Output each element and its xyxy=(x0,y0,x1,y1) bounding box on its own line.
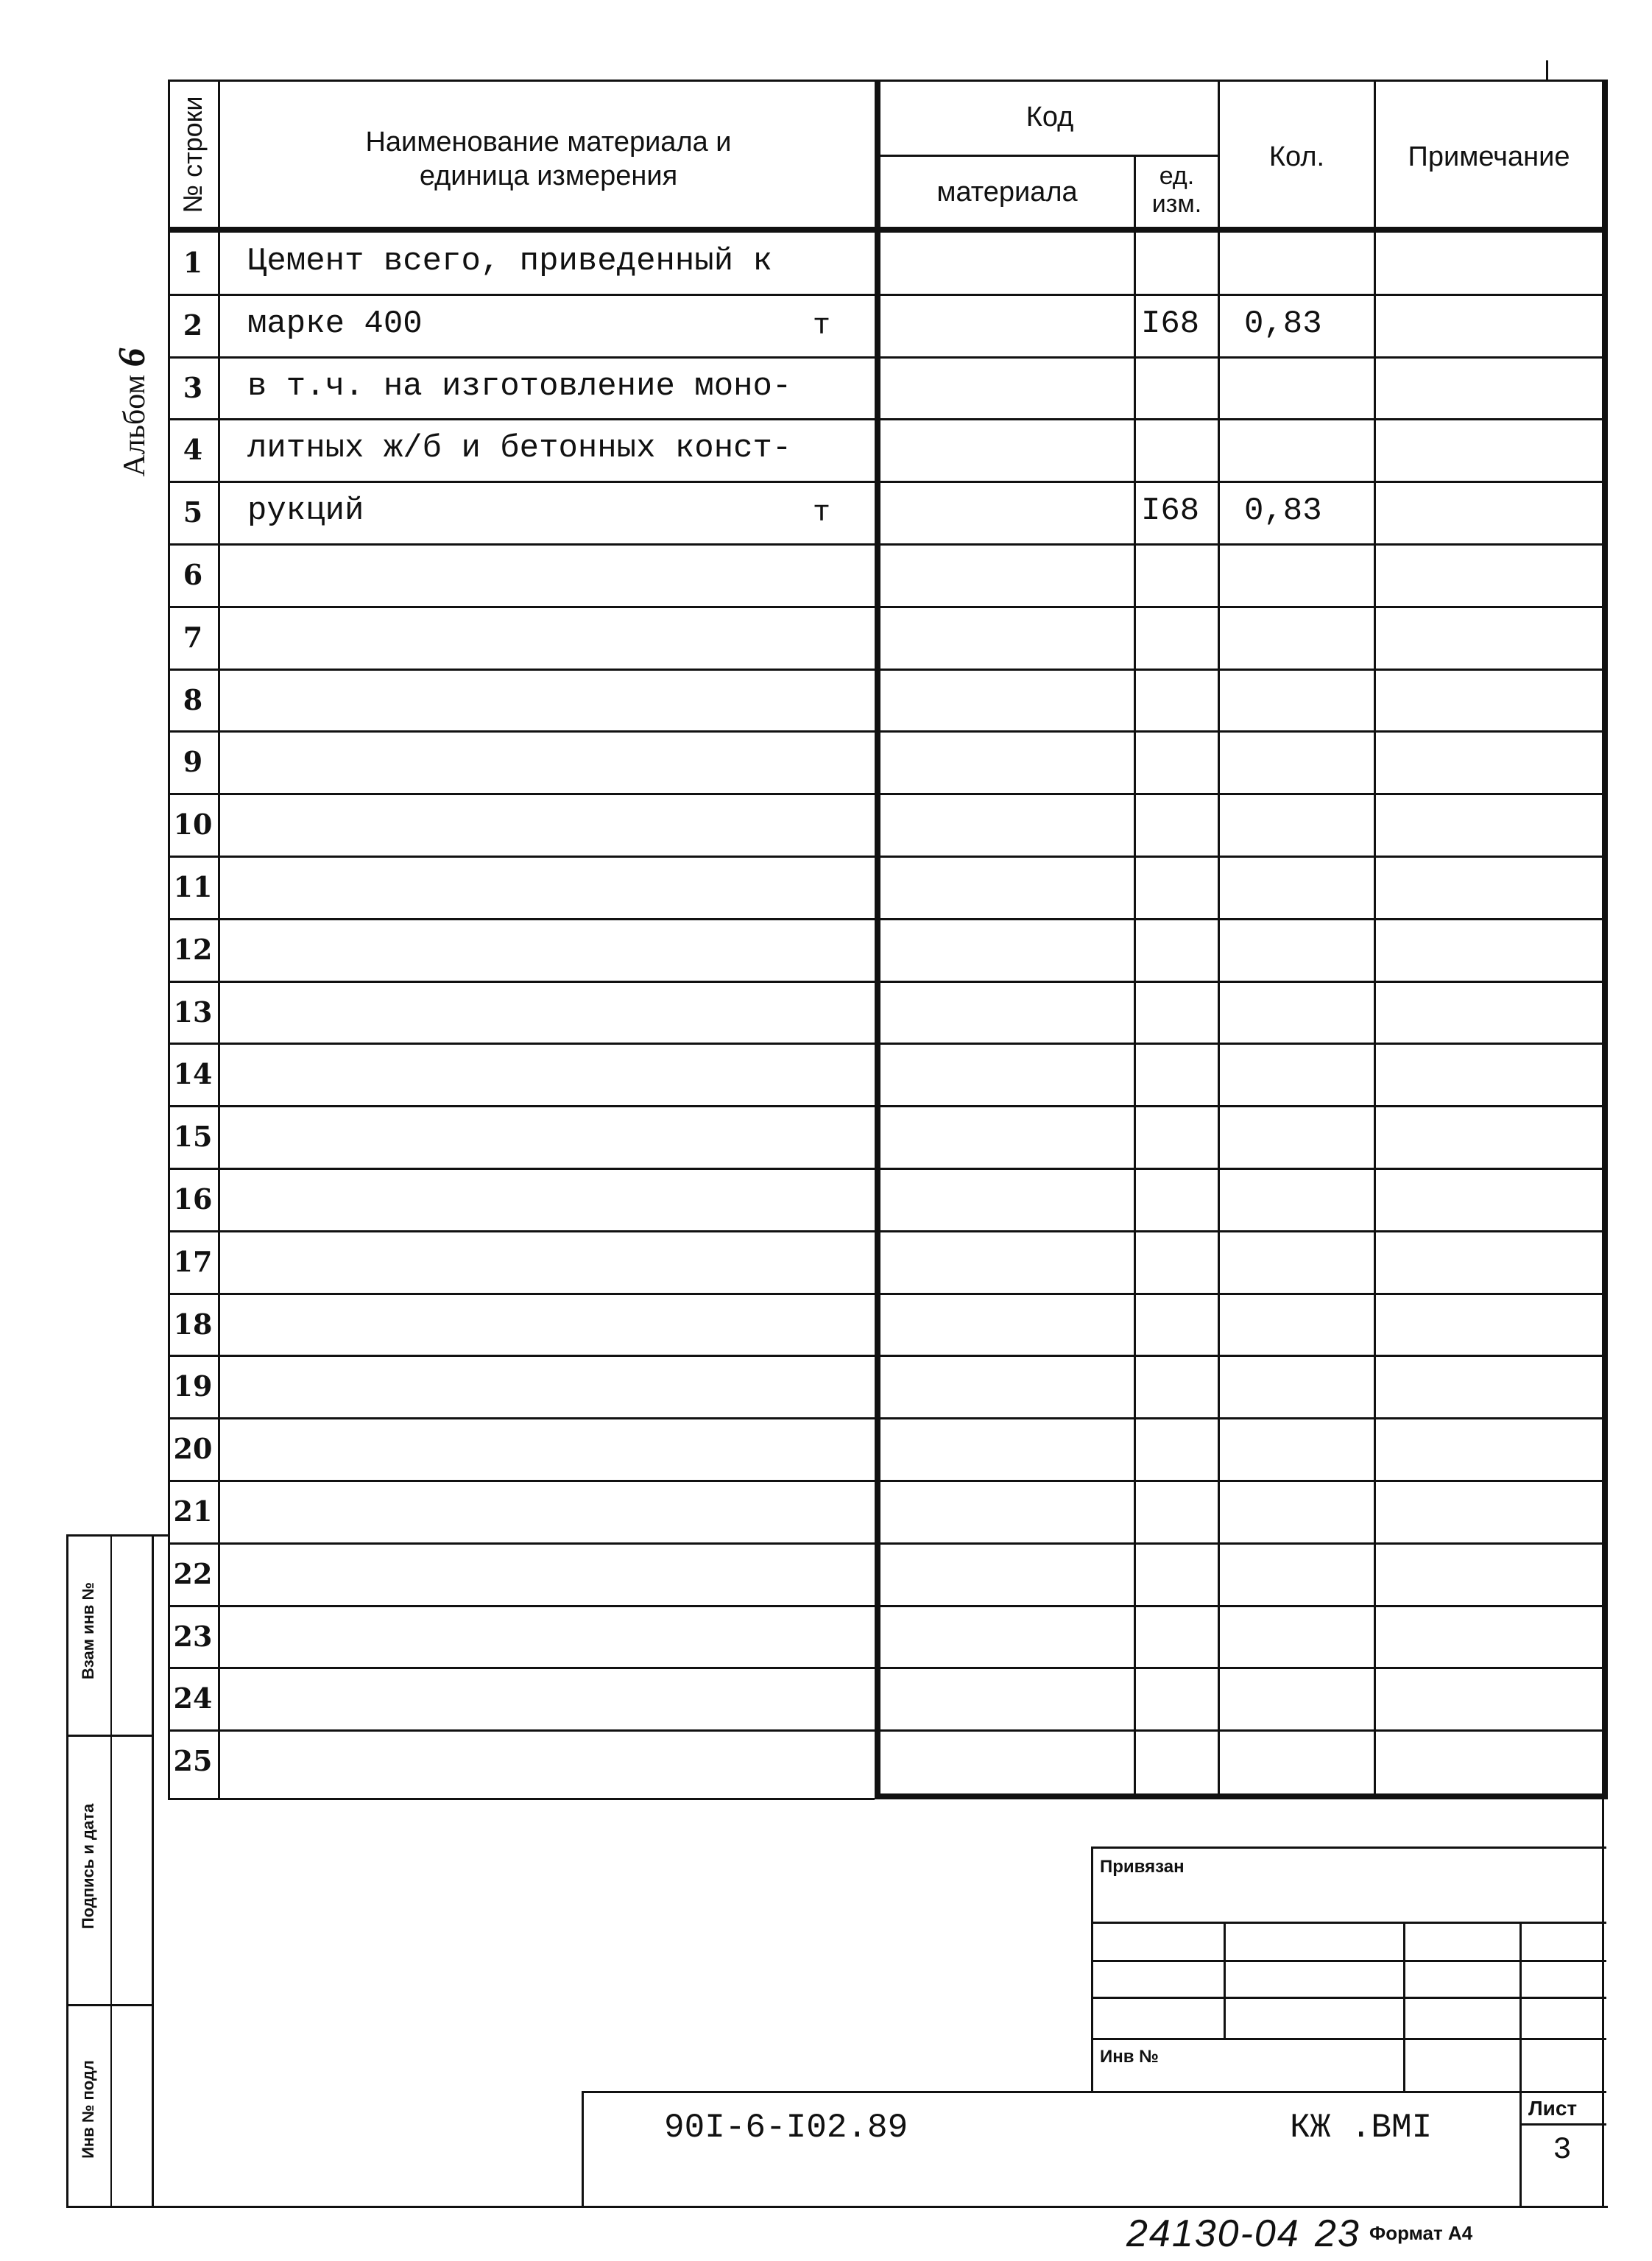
header-name xyxy=(221,125,876,193)
title-privyazan-left xyxy=(1091,1846,1093,2092)
row-number: 21 xyxy=(173,1495,213,1528)
album-label-text: Альбом xyxy=(118,374,152,477)
doc-mark: КЖ .ВМI xyxy=(1290,2109,1433,2147)
album-label xyxy=(110,339,155,486)
side-label-inv-podl: Инв № подл xyxy=(79,2060,97,2159)
row-number: 13 xyxy=(173,995,213,1029)
row-unit-letter: т xyxy=(813,309,831,343)
row-number: 7 xyxy=(183,620,203,654)
side-stamp-top xyxy=(66,1534,169,1537)
title-line-2 xyxy=(1091,1922,1606,1924)
row-separator xyxy=(168,1168,1608,1170)
row-number: 20 xyxy=(173,1432,213,1466)
row-number: 6 xyxy=(183,558,203,591)
header-quantity: Кол. xyxy=(1268,141,1325,172)
table-bottom-border-left xyxy=(168,1798,875,1800)
code-subheader-divider xyxy=(876,155,1219,157)
doc-code: 90I-6-I02.89 xyxy=(664,2109,908,2147)
row-separator xyxy=(168,918,1608,920)
row-number: 24 xyxy=(173,1682,213,1715)
footer-format: Формат А4 xyxy=(1369,2222,1473,2244)
row-separator xyxy=(168,1043,1608,1045)
row-separator xyxy=(168,730,1608,733)
row-separator xyxy=(168,669,1608,671)
bottom-frame-left-inner xyxy=(152,1534,154,2208)
row-material-name: литных ж/б и бетонных конст- xyxy=(247,430,792,468)
row-separator xyxy=(168,481,1608,483)
row-unit-code: I68 xyxy=(1141,305,1200,342)
side-stamp-left-col xyxy=(110,1534,112,2208)
header-code-unit-line1: ед. xyxy=(1159,162,1195,190)
row-number: 9 xyxy=(183,745,203,779)
row-separator xyxy=(168,1105,1608,1107)
inv-no-label: Инв № xyxy=(1100,2047,1159,2067)
title-top xyxy=(1091,1846,1606,1849)
header-code-material: материала xyxy=(936,177,1078,208)
row-unit-letter: т xyxy=(813,497,831,531)
row-number: 15 xyxy=(173,1120,213,1154)
row-separator xyxy=(168,1605,1608,1607)
title-line-3 xyxy=(1091,1960,1606,1962)
row-separator xyxy=(168,1667,1608,1669)
row-separator xyxy=(168,356,1608,359)
bottom-frame-bottom xyxy=(66,2206,1608,2208)
row-separator xyxy=(168,1480,1608,1482)
row-separator xyxy=(168,856,1608,858)
sheet-divider xyxy=(1519,2123,1606,2126)
col-line-qty-right xyxy=(1374,80,1376,1799)
row-number: 16 xyxy=(173,1182,213,1216)
col-line-code-left xyxy=(875,80,880,1799)
row-number: 17 xyxy=(173,1244,213,1278)
footer-page: 23 xyxy=(1315,2212,1360,2255)
title-col-b xyxy=(1403,1922,1405,2092)
title-line-4 xyxy=(1091,1997,1606,1999)
row-separator xyxy=(168,1355,1608,1357)
row-separator xyxy=(168,1230,1608,1232)
row-number: 5 xyxy=(183,495,203,529)
row-separator xyxy=(168,418,1608,420)
row-separator xyxy=(168,1293,1608,1295)
row-separator xyxy=(168,294,1608,296)
header-row-number: № строки xyxy=(177,96,208,214)
table-bottom-border xyxy=(875,1793,1608,1799)
album-number: 6 xyxy=(111,348,153,367)
row-number: 2 xyxy=(183,308,203,342)
row-number: 10 xyxy=(173,808,213,842)
privyazan-label: Привязан xyxy=(1100,1857,1185,1877)
title-col-a xyxy=(1224,1922,1226,2038)
row-separator xyxy=(168,1542,1608,1545)
row-separator xyxy=(168,1729,1608,1732)
title-line-5 xyxy=(1091,2038,1606,2040)
header-bottom-border xyxy=(168,227,1608,233)
row-number: 1 xyxy=(183,246,203,279)
row-number: 25 xyxy=(173,1744,213,1778)
row-separator xyxy=(168,606,1608,608)
row-number: 18 xyxy=(173,1307,213,1341)
row-material-name: марке 400 xyxy=(247,305,423,342)
header-name-line1: Наименование материала и xyxy=(365,127,732,158)
corner-tick xyxy=(1546,60,1548,81)
header-note: Примечание xyxy=(1408,141,1570,172)
side-stamp-div1 xyxy=(66,1735,153,1737)
sheet-number: 3 xyxy=(1553,2132,1572,2167)
col-line-code-split xyxy=(1134,155,1136,1799)
row-material-name: в т.ч. на изготовление моно- xyxy=(247,367,792,405)
row-quantity: 0,83 xyxy=(1244,493,1322,530)
stamp-row-top xyxy=(582,2091,1606,2093)
stamp-row-left xyxy=(582,2091,584,2208)
row-unit-code: I68 xyxy=(1141,493,1200,530)
row-number: 3 xyxy=(183,370,203,404)
row-number: 8 xyxy=(183,682,203,716)
row-separator xyxy=(168,1417,1608,1419)
row-material-name: Цемент всего, приведенный к xyxy=(247,243,772,280)
header-code: Код xyxy=(1026,102,1074,133)
row-number: 22 xyxy=(173,1556,213,1590)
row-material-name: рукций xyxy=(247,493,364,530)
sheet-label: Лист xyxy=(1528,2097,1578,2120)
row-number: 4 xyxy=(183,433,203,467)
col-line-unit-right xyxy=(1218,80,1220,1799)
header-code-unit-line2: изм. xyxy=(1151,190,1202,218)
header-name-line2: единица измерения xyxy=(419,161,678,191)
col-line-rownum xyxy=(218,80,220,1799)
row-separator xyxy=(168,981,1608,983)
row-quantity: 0,83 xyxy=(1244,305,1322,342)
footer-number: 24130-04 xyxy=(1126,2212,1300,2255)
header-code-unit xyxy=(1136,162,1218,218)
side-label-podpis: Подпись и дата xyxy=(79,1803,97,1930)
row-number: 12 xyxy=(173,932,213,966)
row-separator xyxy=(168,543,1608,546)
side-label-vzam: Взам инв № xyxy=(79,1581,97,1680)
side-stamp-div2 xyxy=(66,2004,153,2006)
row-separator xyxy=(168,793,1608,795)
row-number: 14 xyxy=(173,1057,213,1091)
col-line-right xyxy=(1602,80,1608,1799)
row-number: 11 xyxy=(173,870,213,903)
bottom-frame-left-outer xyxy=(66,1534,68,2208)
row-number: 23 xyxy=(173,1619,213,1653)
row-number: 19 xyxy=(173,1369,213,1403)
table-top-border xyxy=(168,80,1608,82)
